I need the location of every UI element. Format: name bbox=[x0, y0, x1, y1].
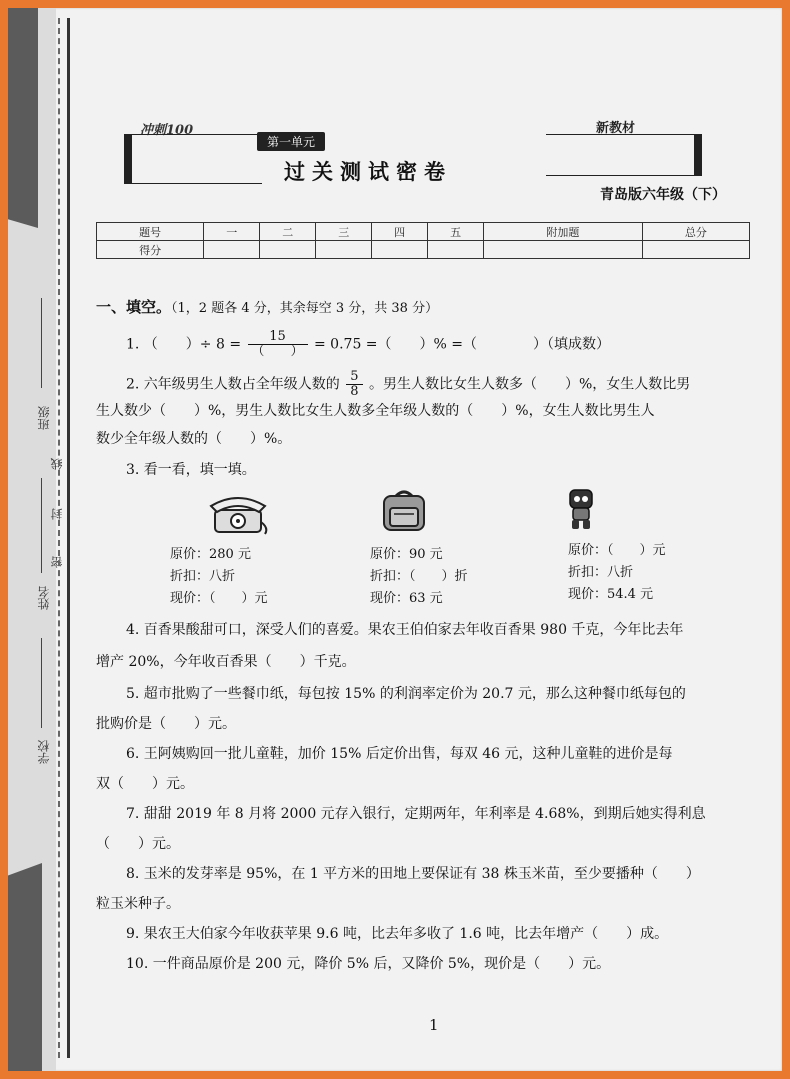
table-cell: 得分 bbox=[97, 241, 204, 259]
q2-fraction bbox=[346, 370, 362, 399]
question-7-line-1: 7. 甜甜 2019 年 8 月将 2000 元存入银行，定期两年，年利率是 4.68%，到期后她实得利息 bbox=[126, 806, 706, 822]
seal-mark-2: 封 bbox=[50, 508, 64, 520]
school-label: 学校 bbox=[37, 740, 51, 764]
backpack-icon bbox=[378, 488, 430, 538]
question-6-line-1: 6. 王阿姨购回一批儿童鞋，加价 15% 后定价出售，每双 46 元，这种儿童鞋的进价是每 bbox=[126, 746, 673, 762]
section-1-note: （1，2 题各 4 分，其余每空 3 分，共 38 分） bbox=[171, 301, 439, 316]
product-3-card bbox=[568, 540, 666, 606]
fraction-denominator: 8 bbox=[350, 384, 359, 399]
exam-page bbox=[84, 8, 782, 1071]
question-5-line-2: 批购价是（ ）元。 bbox=[96, 716, 236, 732]
fraction-denominator: （ ） bbox=[251, 344, 304, 359]
product-current-price: 现价：（ ）元 bbox=[170, 591, 268, 606]
q2-text-a: 2. 六年级男生人数占全年级人数的 bbox=[126, 376, 340, 393]
binding-dark-bottom bbox=[8, 863, 42, 1071]
section-1-heading bbox=[96, 296, 438, 317]
table-cell: 总分 bbox=[642, 223, 749, 241]
score-table bbox=[96, 222, 750, 259]
grade-label: 青岛版六年级（下） bbox=[600, 187, 726, 203]
class-blank-line bbox=[41, 298, 42, 388]
question-8-line-1: 8. 玉米的发芽率是 95%，在 1 平方米的田地上要保证有 38 株玉米苗，至少要播种（ ） bbox=[126, 866, 700, 882]
question-10: 10. 一件商品原价是 200 元，降价 5% 后，又降价 5%，现价是（ ）元。 bbox=[126, 956, 611, 972]
question-5-line-1: 5. 超市批购了一些餐巾纸，每包按 15% 的利润率定价为 20.7 元，那么这种餐巾纸每包的 bbox=[126, 686, 686, 702]
seal-mark-3: 线 bbox=[50, 458, 64, 470]
unit-tag: 第一单元 bbox=[257, 132, 325, 151]
table-cell: 一 bbox=[204, 223, 260, 241]
score-field[interactable] bbox=[428, 241, 484, 259]
product-original-price: 原价：90 元 bbox=[370, 547, 443, 562]
q2-text-b: 。男生人数比女生人数多（ ）%，女生人数比男 bbox=[369, 376, 691, 393]
product-current-price: 现价：54.4 元 bbox=[568, 587, 654, 602]
q1-fraction bbox=[248, 330, 308, 359]
table-cell: 四 bbox=[372, 223, 428, 241]
question-2 bbox=[126, 370, 690, 399]
product-discount: 折扣：八折 bbox=[568, 565, 634, 580]
class-label: 班级 bbox=[37, 406, 51, 430]
score-field[interactable] bbox=[204, 241, 260, 259]
school-blank-line bbox=[41, 638, 42, 728]
question-4-line-2: 增产 20%，今年收百香果（ ）千克。 bbox=[96, 654, 356, 670]
question-1 bbox=[126, 330, 610, 359]
new-material-label: 新教材 bbox=[596, 121, 636, 136]
table-cell: 三 bbox=[316, 223, 372, 241]
table-cell: 附加题 bbox=[484, 223, 643, 241]
phone-icon bbox=[207, 492, 269, 540]
name-label: 姓名 bbox=[37, 586, 51, 610]
fraction-numerator: 5 bbox=[346, 370, 362, 385]
score-field[interactable] bbox=[260, 241, 316, 259]
question-8-line-2: 粒玉米种子。 bbox=[96, 896, 180, 912]
fraction-numerator: 15 bbox=[248, 330, 308, 345]
product-1-card bbox=[170, 544, 268, 610]
score-field[interactable] bbox=[372, 241, 428, 259]
question-6-line-2: 双（ ）元。 bbox=[96, 776, 194, 792]
product-original-price: 原价：280 元 bbox=[170, 547, 251, 562]
q2-line-2: 生人数少（ ）%，男生人数比女生人数多全年级人数的（ ）%，女生人数比男生人 bbox=[96, 403, 655, 419]
binding-dark-top bbox=[8, 8, 38, 228]
page-frame bbox=[8, 8, 782, 1071]
score-field[interactable] bbox=[642, 241, 749, 259]
seal-mark-1: 密 bbox=[50, 556, 64, 568]
product-current-price: 现价：63 元 bbox=[370, 591, 443, 606]
q2-line-3: 数少全年级人数的（ ）%。 bbox=[96, 431, 292, 447]
brand-logo: 冲刺100 bbox=[140, 123, 194, 138]
score-table-score-row bbox=[97, 241, 750, 259]
table-cell: 五 bbox=[428, 223, 484, 241]
product-discount: 折扣：（ ）折 bbox=[370, 569, 468, 584]
product-2-card bbox=[370, 544, 468, 610]
table-cell: 题号 bbox=[97, 223, 204, 241]
cut-line bbox=[58, 18, 60, 1058]
margin-rule bbox=[67, 18, 70, 1058]
section-1-title: 一、填空。 bbox=[96, 298, 172, 316]
question-9: 9. 果农王大伯家今年收获苹果 9.6 吨，比去年多收了 1.6 吨，比去年增产（ ）成。 bbox=[126, 926, 669, 942]
table-cell: 二 bbox=[260, 223, 316, 241]
score-table-header-row bbox=[97, 223, 750, 241]
name-blank-line bbox=[41, 478, 42, 573]
header-bracket-right bbox=[546, 134, 702, 176]
header-bracket-left bbox=[124, 134, 262, 184]
q1-text-b: = 0.75 =（ ）% =（ ）（填成数） bbox=[314, 336, 611, 353]
exam-title: 过关测试密卷 bbox=[284, 159, 452, 184]
q1-text-a: 1. （ ）÷ 8 = bbox=[126, 336, 242, 353]
score-field[interactable] bbox=[484, 241, 643, 259]
question-7-line-2: （ ）元。 bbox=[96, 836, 180, 852]
product-original-price: 原价：（ ）元 bbox=[568, 543, 666, 558]
score-field[interactable] bbox=[316, 241, 372, 259]
question-3-title: 3. 看一看，填一填。 bbox=[126, 462, 256, 478]
robot-toy-icon bbox=[566, 486, 596, 536]
product-discount: 折扣：八折 bbox=[170, 569, 236, 584]
page-number: 1 bbox=[429, 1016, 439, 1034]
question-4-line-1: 4. 百香果酸甜可口，深受人们的喜爱。果农王伯伯家去年收百香果 980 千克，今年比去年 bbox=[126, 622, 684, 638]
